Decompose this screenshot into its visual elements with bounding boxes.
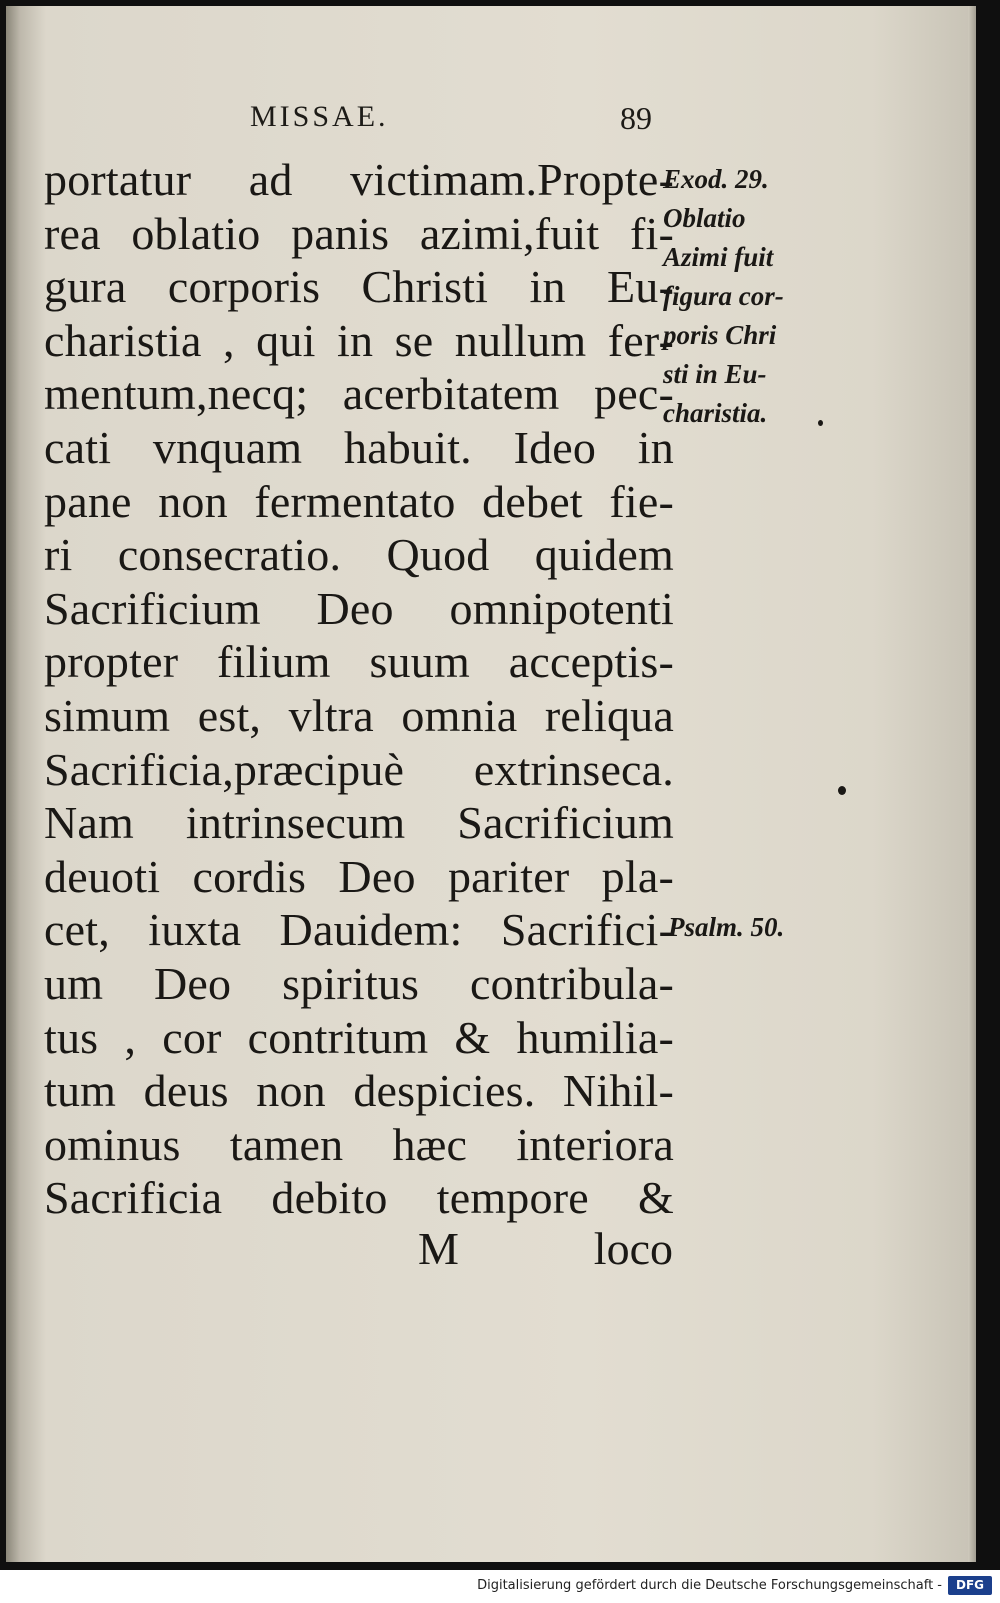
text-line: portatur ad victimam.Propte- [44,154,674,205]
margin-notes [663,160,823,433]
ink-speck [818,420,823,426]
page-edge [968,6,976,1562]
margin-note-line: figura cor- [663,281,784,311]
margin-note-psalm: Psalm. 50. [668,912,785,942]
catchword: loco [593,1223,673,1274]
catchword-line [418,1222,673,1275]
text-line: rea oblatio panis azimi,fuit fi- [44,207,674,259]
text-line: tus , cor contritum & humilia- [44,1011,674,1063]
page-number: 89 [620,100,652,136]
margin-note-line: sti in Eu- [663,359,767,389]
text-line: Nam intrinsecum Sacrificium [44,797,674,849]
funding-credit: Digitalisierung gefördert durch die Deutsche Forschungsgemeinschaft - [477,1578,942,1593]
ink-speck [838,786,846,795]
text-line: um Deo spiritus contribula- [44,957,674,1009]
text-line: cati vnquam habuit. Ideo in [44,421,674,473]
text-line: Sacrificia,præcipuè extrinseca. [44,743,674,795]
text-line: simum est, vltra omnia reliqua [44,689,674,741]
text-line: pane non fermentato debet fie- [44,475,674,527]
text-line: charistia , qui in se nullum fer- [44,314,674,366]
margin-note-line: Oblatio [663,203,746,233]
text-line: Sacrificium Deo omnipotenti [44,582,674,634]
body-text [44,153,674,1225]
text-line: ri consecratio. Quod quidem [44,529,674,581]
footer-bar [0,1570,1000,1603]
margin-note-line: charistia. [663,398,768,428]
text-line: gura corporis Christi in Eu- [44,261,674,313]
text-line: Sacrificia debito tempore & [44,1172,674,1224]
margin-note-line: Exod. 29. [663,164,769,194]
text-line: deuoti cordis Deo pariter pla- [44,850,674,902]
running-head: MISSAE. [250,100,389,133]
text-line: mentum,necq; acerbitatem pec- [44,368,674,420]
dfg-logo: DFG [948,1576,992,1595]
signature-mark: M [418,1223,459,1274]
text-line: cet, iuxta Dauidem: Sacrifici- [44,904,674,956]
margin-note-line: poris Chri [663,320,777,350]
margin-note-line: Azimi fuit [663,242,774,272]
text-line: ominus tamen hæc interiora [44,1118,674,1170]
text-line: tum deus non despicies. Nihil- [44,1065,674,1117]
text-line: propter filium suum acceptis- [44,636,674,688]
